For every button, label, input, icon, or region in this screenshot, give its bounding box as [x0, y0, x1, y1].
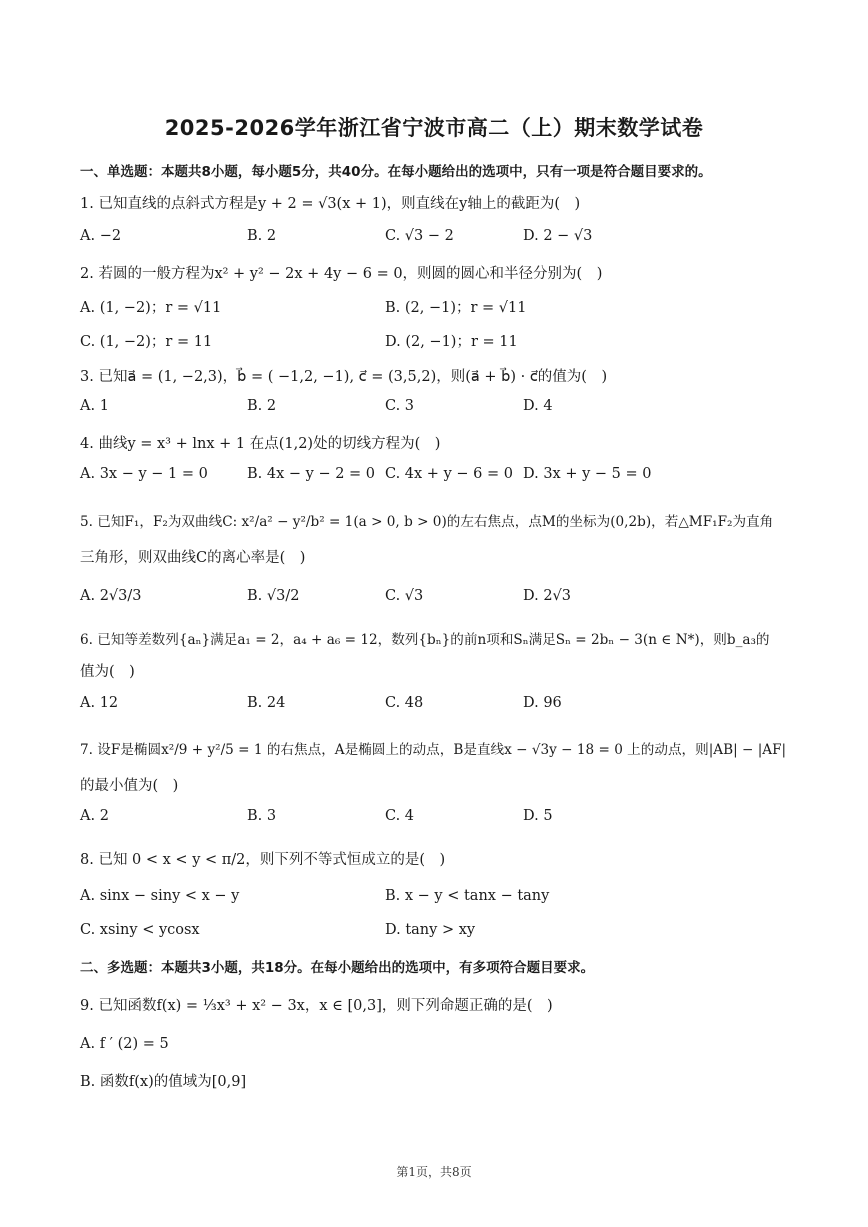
question-7-option-a: A. 2 — [80, 808, 109, 824]
question-7-option-c: C. 4 — [385, 808, 415, 824]
question-8-option-c: C. xsiny < ycosx — [80, 922, 200, 938]
question-4-stem: 4. 曲线y = x³ + lnx + 1 在点(1,2)处的切线方程为( ) — [80, 436, 441, 452]
question-1-option-d: D. 2 − √3 — [523, 228, 593, 244]
question-9-option-b: B. 函数f(x)的值域为[0,9] — [80, 1074, 247, 1090]
section-multiple-choice-header: 二、多选题：本题共3小题，共18分。在每小题给出的选项中，有多项符合题目要求。 — [80, 960, 595, 976]
question-6-stem: 6. 已知等差数列{aₙ}满足a₁ = 2，a₄ + a₆ = 12，数列{bₙ}的前n项和Sₙ满足Sₙ = 2bₙ − 3(n ∈ N*)，则b_a₃的 — [80, 632, 770, 648]
question-5-option-c: C. √3 — [385, 588, 424, 604]
question-9-option-a: A. f ′ (2) = 5 — [80, 1036, 169, 1052]
question-4-option-d: D. 3x + y − 5 = 0 — [523, 466, 652, 482]
question-3-option-a: A. 1 — [80, 398, 109, 414]
question-7-option-d: D. 5 — [523, 808, 553, 824]
question-8-stem: 8. 已知 0 < x < y < π/2，则下列不等式恒成立的是( ) — [80, 852, 446, 868]
question-9-stem: 9. 已知函数f(x) = ⅓x³ + x² − 3x，x ∈ [0,3]，则下列命题正确的是( ) — [80, 998, 553, 1014]
exam-title: 2025-2026学年浙江省宁波市高二（上）期末数学试卷 — [164, 116, 704, 140]
question-2-option-b: B. (2, −1)；r = √11 — [385, 300, 527, 316]
question-7-stem-continued: 的最小值为( ) — [80, 778, 179, 794]
question-3-option-c: C. 3 — [385, 398, 415, 414]
question-1-stem: 1. 已知直线的点斜式方程是y + 2 = √3(x + 1)，则直线在y轴上的截距为( ) — [80, 196, 581, 212]
question-5-stem-continued: 三角形，则双曲线C的离心率是( ) — [80, 550, 306, 566]
question-1-option-b: B. 2 — [247, 228, 277, 244]
question-1-option-c: C. √3 − 2 — [385, 228, 454, 244]
question-3-stem: 3. 已知a⃗ = (1, −2,3)，b⃗ = ( −1,2, −1), c⃗ = (3,5,2)，则(a⃗ + b⃗) · c⃗的值为( ) — [80, 369, 608, 385]
question-2-option-d: D. (2, −1)；r = 11 — [385, 334, 518, 350]
question-4-option-c: C. 4x + y − 6 = 0 — [385, 466, 513, 482]
question-6-option-d: D. 96 — [523, 695, 562, 711]
question-8-option-b: B. x − y < tanx − tany — [385, 888, 550, 904]
question-2-option-a: A. (1, −2)；r = √11 — [80, 300, 222, 316]
question-6-stem-continued: 值为( ) — [80, 664, 135, 680]
section-single-choice-header: 一、单选题：本题共8小题，每小题5分，共40分。在每小题给出的选项中，只有一项是符合题目要求的。 — [80, 164, 712, 180]
question-5-stem: 5. 已知F₁，F₂为双曲线C: x²/a² − y²/b² = 1(a > 0, b > 0)的左右焦点，点M的坐标为(0,2b)，若△MF₁F₂为直角 — [80, 514, 774, 530]
question-5-option-b: B. √3/2 — [247, 588, 300, 604]
question-6-option-b: B. 24 — [247, 695, 286, 711]
question-5-option-d: D. 2√3 — [523, 588, 572, 604]
question-5-option-a: A. 2√3/3 — [80, 588, 142, 604]
question-3-option-b: B. 2 — [247, 398, 277, 414]
question-7-option-b: B. 3 — [247, 808, 277, 824]
question-1-option-a: A. −2 — [80, 228, 122, 244]
question-6-option-a: A. 12 — [80, 695, 119, 711]
question-2-option-c: C. (1, −2)；r = 11 — [80, 334, 213, 350]
page-footer: 第1页，共8页 — [396, 1165, 472, 1179]
question-3-option-d: D. 4 — [523, 398, 553, 414]
question-7-stem: 7. 设F是椭圆x²/9 + y²/5 = 1 的右焦点，A是椭圆上的动点，B是直线x − √3y − 18 = 0 上的动点，则|AB| − |AF| — [80, 742, 787, 758]
question-8-option-a: A. sinx − siny < x − y — [80, 888, 240, 904]
question-4-option-a: A. 3x − y − 1 = 0 — [80, 466, 208, 482]
question-2-stem: 2. 若圆的一般方程为x² + y² − 2x + 4y − 6 = 0，则圆的圆心和半径分别为( ) — [80, 266, 603, 282]
question-4-option-b: B. 4x − y − 2 = 0 — [247, 466, 376, 482]
question-8-option-d: D. tany > xy — [385, 922, 476, 938]
question-6-option-c: C. 48 — [385, 695, 424, 711]
